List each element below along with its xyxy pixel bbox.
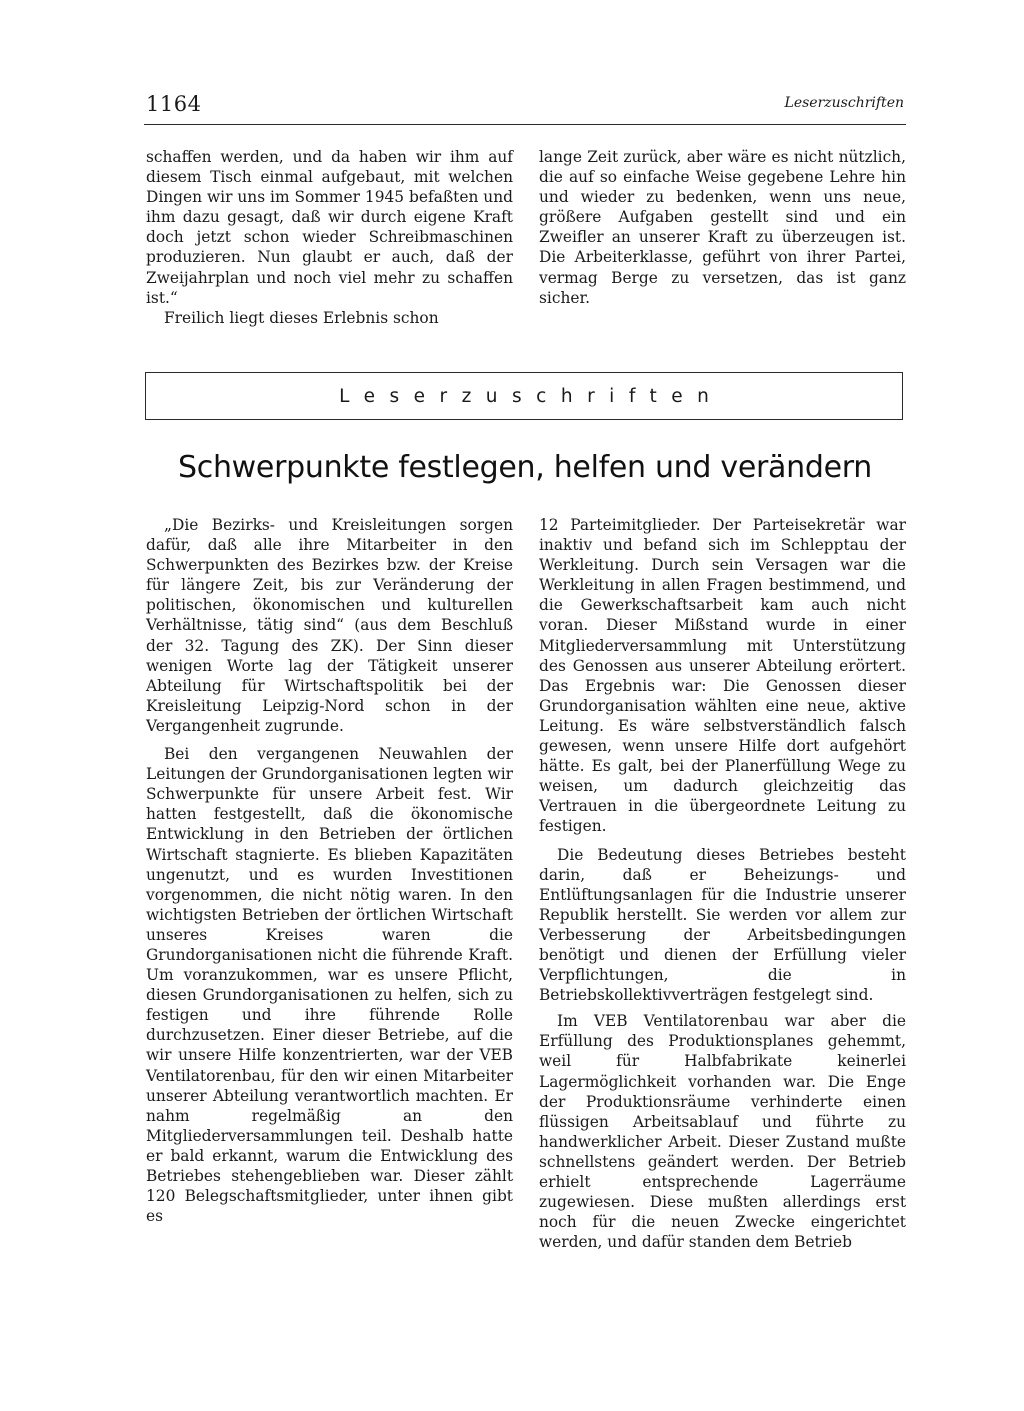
paragraph: 12 Parteimitglieder. Der Parteisekretär war inaktiv und befand sich im Schlepptau der Werkleitung. Durch sein Versagen war die Werkleitung in allen Fragen bestimmend, und die Gewerkschaftsarbeit kam auch nicht voran. Dieser Mißstand wurde in einer Mitgliederversammlung mit Unterstützung des Genossen aus unserer Abteilung erörtert. Das Ergebnis war: Die Genossen dieser Grundorganisation wählten eine neue, aktive Leitung. Es wäre selbstverständlich falsch gewesen, wenn unsere Hilfe dort aufgehört hätte. Es galt, bei der Planerfüllung Wege zu weisen, um dadurch gleichzeitig das Vertrauen in die übergeordnete Leitung zu festigen. <box>539 516 906 836</box>
paragraph: Im VEB Ventilatorenbau war aber die Erfüllung des Produktionsplanes gehemmt, weil für Halbfabrikate keinerlei Lagermöglichkeit vorhanden war. Die Enge der Produktionsräume verhinderte einen flüssigen Arbeitsablauf und führte zu handwerklicher Arbeit. Dieser Zustand mußte schnellstens geändert werden. Der Betrieb erhielt entsprechende Lagerräume zugewiesen. Diese mußten allerdings erst noch für die neuen Zwecke eingerichtet werden, und dafür standen dem Betrieb <box>539 1012 906 1252</box>
paragraph: lange Zeit zurück, aber wäre es nicht nützlich, die auf so einfache Weise gegebene Lehre hin und wieder zu bedenken, wenn uns neue, größere Aufgaben gestellt sind und ein Zweifler an unserer Kraft zu überzeugen ist. Die Arbeiterklasse, geführt von ihrer Partei, vermag Berge zu versetzen, das ist ganz sicher. <box>539 148 906 307</box>
section-title-box <box>145 372 903 420</box>
paragraph: Freilich liegt dieses Erlebnis schon <box>164 308 439 327</box>
paragraph: Bei den vergangenen Neuwahlen der Leitungen der Grundorganisationen legten wir Schwerpunkte für unsere Arbeit fest. Wir hatten festgestellt, daß die ökonomische Entwicklung in den Betrieben der örtlichen Wirtschaft stagnierte. Es blieben Kapazitäten ungenutzt, und es wurden Investitionen vorgenommen, die nicht nötig waren. In den wichtigsten Betrieben der örtlichen Wirtschaft unseres Kreises waren die Grundorganisationen nicht die führende Kraft. Um voranzukommen, war es unsere Pflicht, diesen Grundorganisationen zu helfen, sich zu festigen und ihre führende Rolle durchzusetzen. Einer dieser Betriebe, auf die wir unsere Hilfe konzentrierten, war der VEB Ventilatorenbau, für den wir einen Mitarbeiter unserer Abteilung verantwortlich machten. Er nahm regelmäßig an den Mitgliederversammlungen teil. Deshalb hatte er bald erkannt, warum die Entwicklung des Betriebes stehengeblieben war. Dieser zählt 120 Belegschaftsmitglieder, unter ihnen gibt es <box>146 745 513 1226</box>
article-right-column <box>539 515 906 1252</box>
top-left-column <box>146 147 513 328</box>
section-title: Leserzuschriften <box>339 385 724 407</box>
article-headline: Schwerpunkte festlegen, helfen und verändern <box>178 450 872 485</box>
paragraph: Die Bedeutung dieses Betriebes besteht darin, daß er Beheizungs- und Entlüftungsanlagen für die Industrie unserer Republik herstellt. Sie werden vor allem zur Verbesserung der Arbeitsbedingungen benötigt und dienen der Erfüllung vieler Verpflichtungen, die in Betriebskollektivverträgen festgelegt sind. <box>539 845 906 1005</box>
header-rule <box>144 124 906 125</box>
article-left-column <box>146 515 513 1226</box>
page-number: 1164 <box>146 92 202 116</box>
paragraph: schaffen werden, und da haben wir ihm auf diesem Tisch einmal aufgebaut, mit welchen Dingen wir uns im Sommer 1945 befaßten und ihm dazu gesagt, daß wir durch eigene Kraft doch jetzt schon wieder Schreibmaschinen produzieren. Nun glaubt er auch, daß der Zweijahrplan und noch viel mehr zu schaffen ist.“ <box>146 148 513 307</box>
running-head: Leserzuschriften <box>784 95 904 111</box>
paragraph: „Die Bezirks- und Kreisleitungen sorgen dafür, daß alle ihre Mitarbeiter in den Schwerpunkten des Bezirkes bzw. der Kreise für längere Zeit, bis zur Veränderung der politischen, ökonomischen und kulturellen Verhältnisse, tätig sind“ (aus dem Beschluß der 32. Tagung des ZK). Der Sinn dieser wenigen Worte lag der Tätigkeit unserer Abteilung für Wirtschaftspolitik bei der Kreisleitung Leipzig-Nord schon in der Vergangenheit zugrunde. <box>146 516 513 735</box>
top-right-column <box>539 147 906 308</box>
